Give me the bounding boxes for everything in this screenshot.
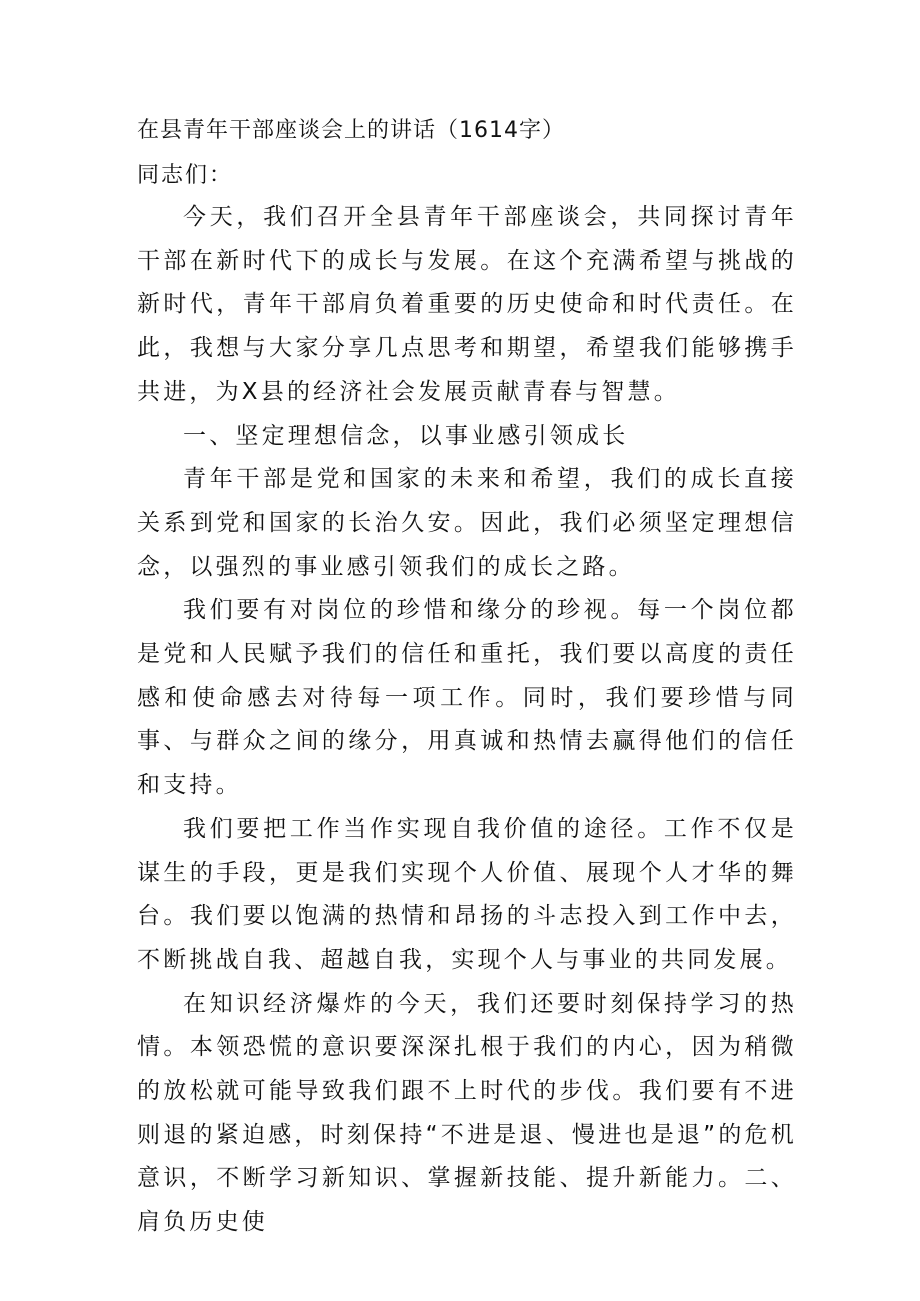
section-heading-1: 一、坚定理想信念，以事业感引领成长 <box>183 422 629 449</box>
document-body <box>137 196 797 1245</box>
paragraph-position: 我们要有对岗位的珍惜和缘分的珍视。每一个岗位都是党和人民赋予我们的信任和重托，我们要以高度的责任感和使命感去对待每一项工作。同时，我们要珍惜与同事、与群众之间的缘分，用真诚和热情去赢得他们的信任和支持。 <box>137 597 797 799</box>
paragraph-ideals: 青年干部是党和国家的未来和希望，我们的成长直接关系到党和国家的长治久安。因此，我们必须坚定理想信念，以强烈的事业感引领我们的成长之路。 <box>137 466 797 580</box>
paragraph-intro: 今天，我们召开全县青年干部座谈会，共同探讨青年干部在新时代下的成长与发展。在这个充满希望与挑战的新时代，青年干部肩负着重要的历史使命和时代责任。在此，我想与大家分享几点思考和期望，希望我们能够携手共进，为X县的经济社会发展贡献青春与智慧。 <box>137 204 797 405</box>
paragraph-work-value: 我们要把工作当作实现自我价值的途径。工作不仅是谋生的手段，更是我们实现个人价值、展现个人才华的舞台。我们要以饱满的热情和昂扬的斗志投入到工作中去，不断挑战自我、超越自我，实现个人与事业的共同发展。 <box>137 815 797 973</box>
document-title: 在县青年干部座谈会上的讲话（1614字） <box>137 118 565 143</box>
salutation: 同志们： <box>137 163 234 188</box>
paragraph-learning: 在知识经济爆炸的今天，我们还要时刻保持学习的热情。本领恐慌的意识要深深扎根于我们的内心，因为稍微的放松就可能导致我们跟不上时代的步伐。我们要有不进则退的紧迫感，时刻保持“不进是退、慢进也是退”的危机意识，不断学习新知识、掌握新技能、提升新能力。二、肩负历史使 <box>137 990 797 1236</box>
